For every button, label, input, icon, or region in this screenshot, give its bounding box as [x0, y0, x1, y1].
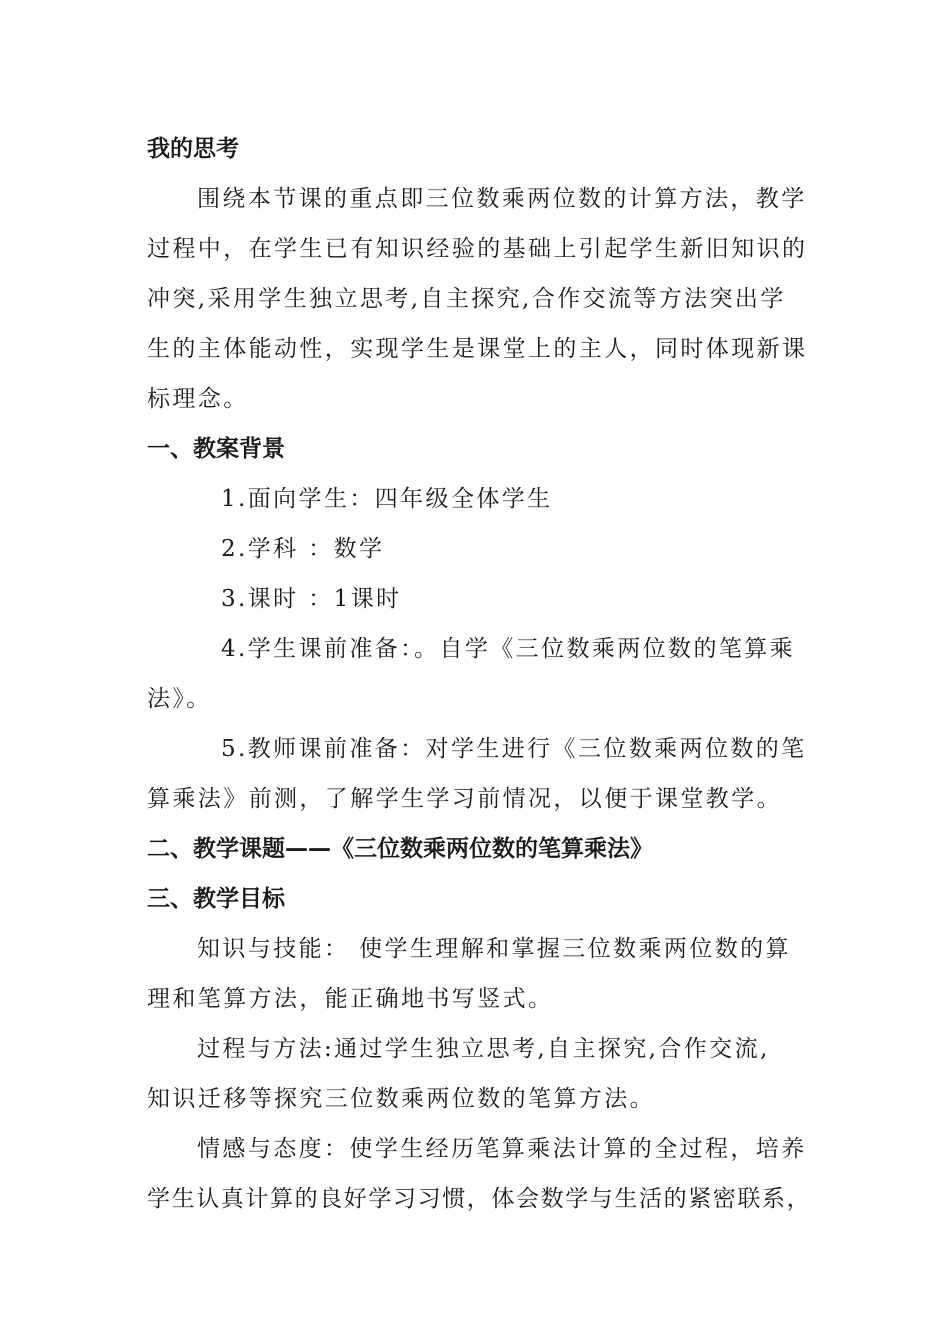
background-item: 3.课时 ：1课时 — [221, 586, 402, 612]
goal-line: 理和笔算方法，能正确地书写竖式。 — [147, 986, 554, 1012]
paragraph-line: 冲突,采用学生独立思考,自主探究,合作交流等方法突出学 — [147, 286, 786, 312]
heading-topic: 二、教学课题——《三位数乘两位数的笔算乘法》 — [147, 836, 653, 862]
paragraph-line: 过程中，在学生已有知识经验的基础上引起学生新旧知识的 — [147, 236, 808, 262]
paragraph-line: 围绕本节课的重点即三位数乘两位数的计算方法，教学 — [197, 186, 807, 212]
background-item: 1.面向学生：四年级全体学生 — [221, 486, 553, 512]
background-item: 法》。 — [147, 686, 212, 712]
goal-line: 过程与方法:通过学生独立思考,自主探究,合作交流, — [197, 1036, 770, 1062]
goal-line: 学生认真计算的良好学习习惯，体会数学与生活的紧密联系， — [147, 1186, 812, 1212]
heading-my-thoughts: 我的思考 — [147, 136, 239, 162]
heading-background: 一、教案背景 — [147, 436, 285, 462]
goal-line: 知识与技能： 使学生理解和掌握三位数乘两位数的算 — [197, 936, 791, 962]
paragraph-line: 生的主体能动性，实现学生是课堂上的主人，同时体现新课 — [147, 336, 808, 362]
paragraph-line: 标理念。 — [147, 386, 249, 412]
goal-line: 知识迁移等探究三位数乘两位数的笔算方法。 — [147, 1086, 655, 1112]
background-item: 5.教师课前准备：对学生进行《三位数乘两位数的笔 — [221, 736, 807, 762]
background-item: 算乘法》前测，了解学生学习前情况，以便于课堂教学。 — [147, 786, 782, 812]
background-item: 4.学生课前准备：。自学《三位数乘两位数的笔算乘 — [221, 636, 796, 662]
goal-line: 情感与态度：使学生经历笔算乘法计算的全过程，培养 — [197, 1136, 807, 1162]
heading-goals: 三、教学目标 — [147, 886, 285, 912]
background-item: 2.学科 ：数学 — [221, 536, 385, 562]
